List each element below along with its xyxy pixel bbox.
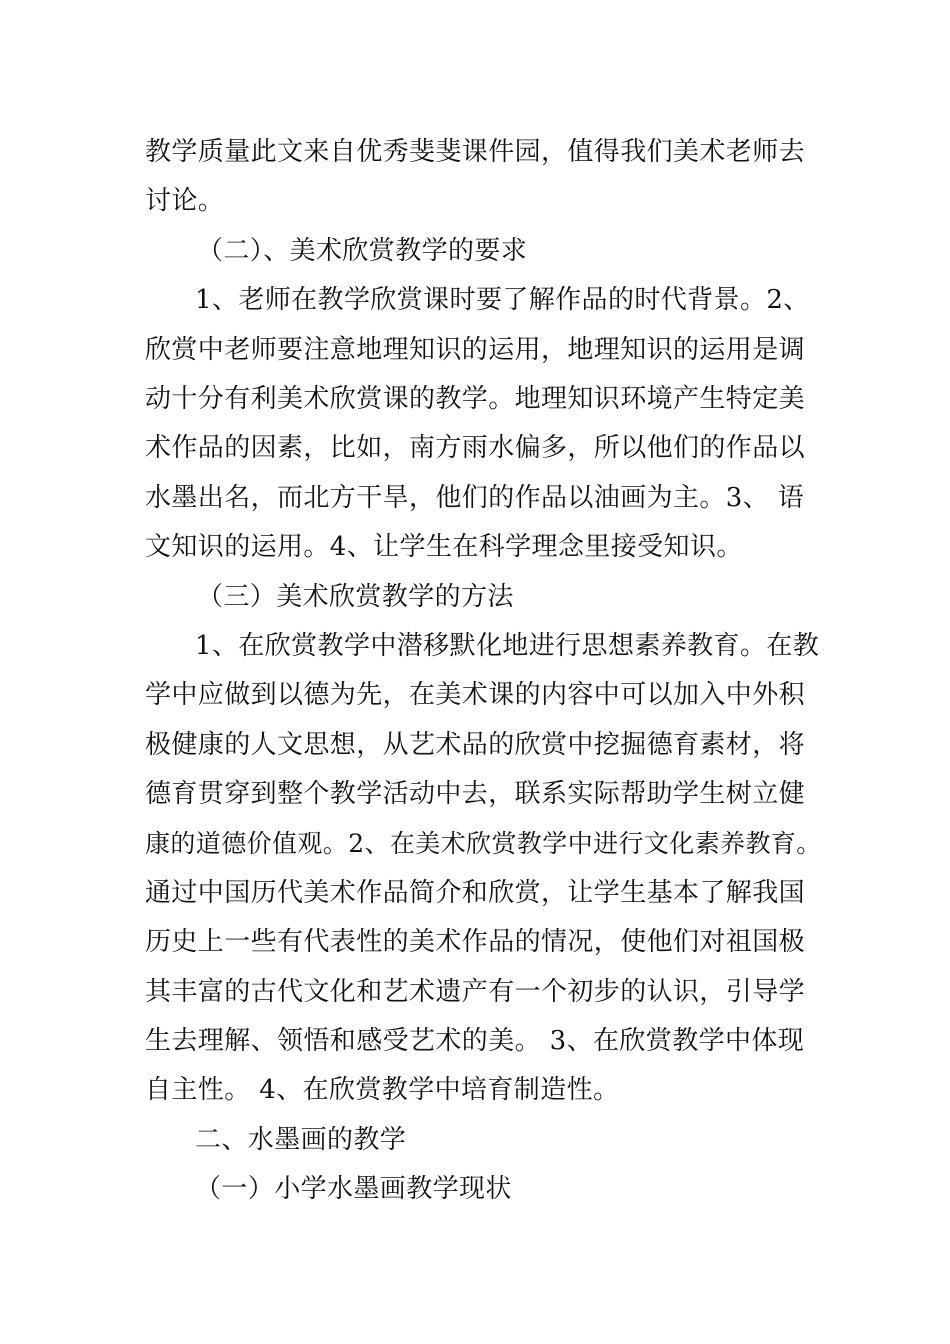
text-line: 讨论。 — [145, 186, 225, 217]
text-line: 通过中国历代美术作品简介和欣赏，让学生基本了解我国 — [145, 877, 806, 908]
section-heading: （一）小学水墨画教学现状 — [195, 1174, 512, 1205]
text-line: 康的道德价值观。2、在美术欣赏教学中进行文化素养教育。 — [145, 829, 822, 859]
text-line: 学中应做到以德为先，在美术课的内容中可以加入中外积 — [145, 680, 806, 711]
text-line: 1、在欣赏教学中潜移默化地进行思想素养教育。在教 — [195, 630, 820, 661]
section-heading: （二）、美术欣赏教学的要求 — [197, 235, 528, 266]
text-line: 其丰富的古代文化和艺术遗产有一个初步的认识，引导学 — [145, 976, 806, 1007]
text-line: 欣赏中老师要注意地理知识的运用，地理知识的运用是调 — [145, 334, 806, 365]
section-heading: （三）美术欣赏教学的方法 — [197, 581, 514, 612]
section-heading: 二、水墨画的教学 — [195, 1124, 407, 1155]
text-line: 极健康的人文思想，从艺术品的欣赏中挖掘德育素材，将 — [145, 729, 806, 760]
text-line: 文知识的运用。4、让学生在科学理念里接受知识。 — [145, 532, 743, 563]
text-line: 生去理解、领悟和感受艺术的美。 3、在欣赏教学中体现 — [145, 1026, 805, 1057]
text-line: 水墨出名，而北方干旱，他们的作品以油画为主。3、 语 — [145, 482, 805, 513]
text-line: 教学质量此文来自优秀斐斐课件园，值得我们美术老师去 — [145, 137, 806, 167]
text-line: 1、老师在教学欣赏课时要了解作品的时代背景。2、 — [195, 285, 810, 316]
text-line: 德育贯穿到整个教学活动中去，联系实际帮助学生树立健 — [145, 779, 806, 810]
text-line: 自主性。 4、在欣赏教学中培育制造性。 — [145, 1075, 620, 1106]
document-body — [145, 128, 822, 1215]
text-line: 术作品的因素，比如，南方雨水偏多，所以他们的作品以 — [145, 433, 806, 464]
text-line: 历史上一些有代表性的美术作品的情况，使他们对祖国极 — [145, 927, 806, 958]
text-line: 动十分有利美术欣赏课的教学。地理知识环境产生特定美 — [145, 383, 806, 414]
